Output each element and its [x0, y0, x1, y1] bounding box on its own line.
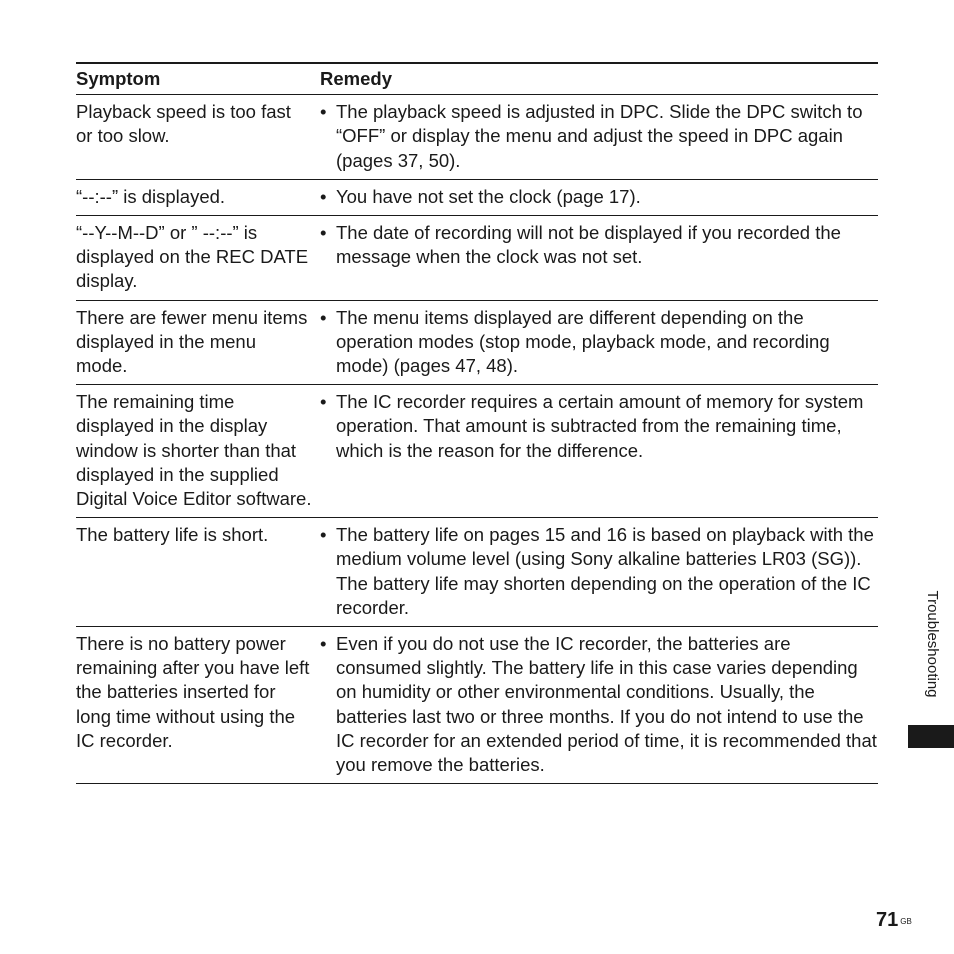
- symptom-cell: There are fewer menu items displayed in the menu mode.: [76, 300, 320, 385]
- table-row: [76, 385, 878, 518]
- bullet-marker: •: [320, 391, 327, 413]
- table-row: [76, 216, 878, 301]
- remedy-cell: [320, 216, 878, 301]
- remedy-item: [320, 632, 878, 777]
- page-number-suffix: GB: [900, 917, 912, 926]
- table-row: [76, 95, 878, 180]
- table-row: [76, 627, 878, 784]
- remedy-item: [320, 523, 878, 620]
- symptom-cell: There is no battery power remaining after you have left the batteries inserted for long time without using the IC recorder.: [76, 627, 320, 784]
- troubleshooting-table: [76, 62, 878, 784]
- remedy-item: [320, 100, 878, 173]
- section-side-label: Troubleshooting: [924, 590, 941, 698]
- page-number: [876, 908, 912, 932]
- bullet-marker: •: [320, 101, 327, 123]
- bullet-marker: •: [320, 185, 327, 207]
- remedy-item: [320, 390, 878, 463]
- remedy-text: The IC recorder requires a certain amount of memory for system operation. That amount is subtracted from the remaining time, which is the reason for the difference.: [336, 391, 864, 461]
- bullet-marker: •: [320, 306, 327, 328]
- column-header-symptom: Symptom: [76, 63, 320, 95]
- symptom-cell: The remaining time displayed in the display window is shorter than that displayed in the supplied Digital Voice Editor software.: [76, 385, 320, 518]
- table-header-row: [76, 63, 878, 95]
- remedy-cell: [320, 518, 878, 627]
- remedy-cell: [320, 179, 878, 215]
- remedy-text: The menu items displayed are different depending on the operation modes (stop mode, playback mode, and recording mode) (pages 47, 48).: [336, 306, 830, 377]
- table-row: [76, 300, 878, 385]
- remedy-cell: [320, 95, 878, 180]
- page-number-value: 71: [876, 909, 899, 931]
- remedy-text: You have not set the clock (page 17).: [336, 185, 641, 207]
- symptom-cell: “--Y--M--D” or ” --:--” is displayed on the REC DATE display.: [76, 216, 320, 301]
- bullet-marker: •: [320, 222, 327, 244]
- remedy-text: The playback speed is adjusted in DPC. Slide the DPC switch to “OFF” or display the menu and adjust the speed in DPC again (pages 37, 50).: [336, 101, 863, 171]
- remedy-text: The battery life on pages 15 and 16 is based on playback with the medium volume level (using Sony alkaline batteries LR03 (SG)). The battery life may shorten depending on the operation of the IC recorder.: [336, 524, 874, 618]
- remedy-item: [320, 185, 878, 209]
- remedy-cell: [320, 385, 878, 518]
- bullet-marker: •: [320, 524, 327, 546]
- remedy-item: [320, 306, 878, 379]
- remedy-item: [320, 221, 878, 269]
- table-row: [76, 518, 878, 627]
- symptom-cell: “--:--” is displayed.: [76, 179, 320, 215]
- symptom-cell: Playback speed is too fast or too slow.: [76, 95, 320, 180]
- table-row: [76, 179, 878, 215]
- remedy-cell: [320, 300, 878, 385]
- column-header-remedy: Remedy: [320, 63, 878, 95]
- bullet-marker: •: [320, 633, 327, 655]
- remedy-text: Even if you do not use the IC recorder, the batteries are consumed slightly. The battery life in this case varies depending on humidity or other environmental conditions. Usually, the batteries last two or three months. If you do not intend to use the IC recorder for an extended period of time, it is recommended that you remove the batteries.: [336, 633, 877, 776]
- symptom-cell: The battery life is short.: [76, 518, 320, 627]
- section-tab-marker: [908, 725, 954, 748]
- remedy-text: The date of recording will not be displayed if you recorded the message when the clock was not set.: [336, 222, 841, 268]
- remedy-cell: [320, 627, 878, 784]
